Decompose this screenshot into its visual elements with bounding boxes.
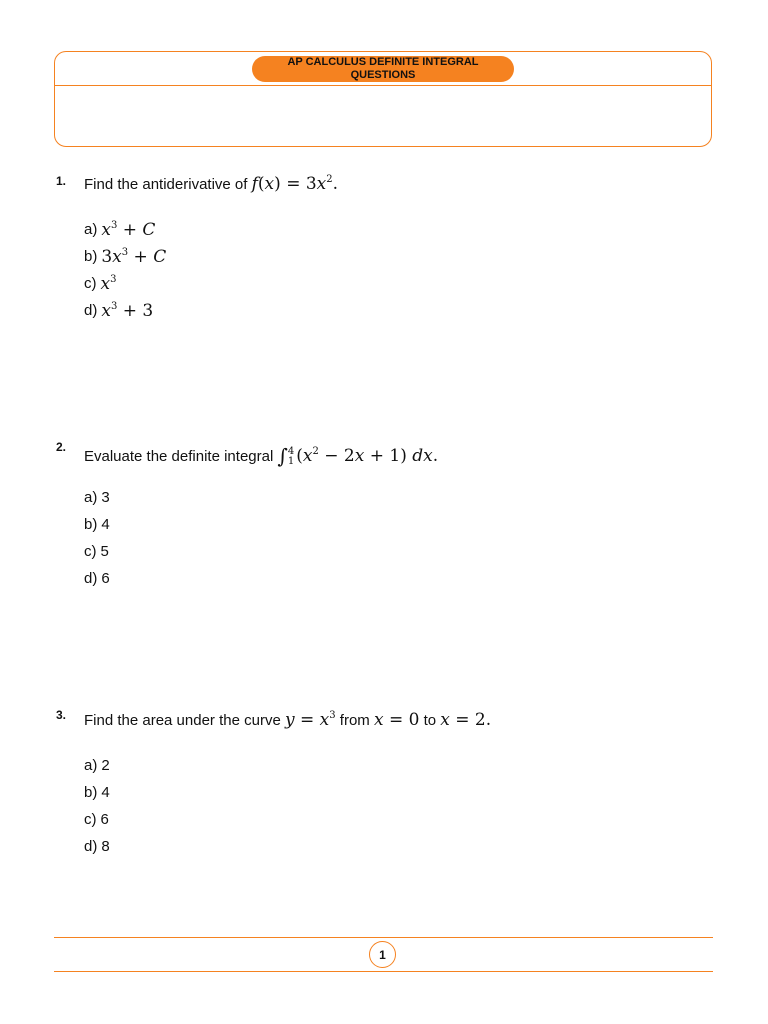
question-text-from: from: [339, 712, 370, 729]
option-math: $x^3 + C$: [101, 219, 156, 240]
question-number: 2.: [56, 440, 67, 454]
footer-divider-top: [54, 937, 713, 938]
option-value: 5: [100, 543, 109, 560]
question-text-prefix: Find the antiderivative of: [84, 176, 248, 193]
question-text-prefix: Evaluate the definite integral: [84, 448, 274, 465]
option-label: c): [84, 811, 97, 828]
option-a[interactable]: [84, 216, 166, 243]
question-text: [84, 710, 491, 730]
option-math: $x^3$: [100, 273, 117, 294]
option-value: 6: [101, 570, 110, 587]
option-value: 2: [101, 757, 110, 774]
question-text: [84, 174, 338, 194]
option-value: 3: [101, 489, 110, 506]
option-c[interactable]: [84, 538, 110, 565]
math-expression: $y = x^3$: [284, 710, 336, 730]
math-expression: x = 2.: [440, 710, 492, 730]
math-expression: x = 0: [373, 710, 420, 730]
question-number: 1.: [56, 174, 67, 188]
page-title: [252, 56, 514, 82]
option-c[interactable]: [84, 270, 166, 297]
option-value: 4: [101, 784, 110, 801]
math-expression: ∫ 4 1 $(x^2 - 2x + 1)$ dx.: [277, 444, 439, 468]
option-label: d): [84, 302, 98, 319]
option-label: b): [84, 516, 98, 533]
option-label: a): [84, 489, 98, 506]
option-label: d): [84, 838, 98, 855]
option-b[interactable]: [84, 243, 166, 270]
options-list: [84, 752, 110, 860]
option-b[interactable]: [84, 779, 110, 806]
header-divider: [55, 85, 711, 86]
question-text-prefix: Find the area under the curve: [84, 712, 281, 729]
question-number: 3.: [56, 708, 67, 722]
footer-divider-bottom: [54, 971, 713, 972]
option-label: c): [84, 543, 97, 560]
option-d[interactable]: [84, 565, 110, 592]
option-label: d): [84, 570, 98, 587]
option-a[interactable]: [84, 752, 110, 779]
option-d[interactable]: [84, 297, 166, 324]
page-number: 1: [369, 941, 396, 968]
option-value: 8: [101, 838, 110, 855]
page-title-line1: AP CALCULUS DEFINITE INTEGRAL: [287, 56, 479, 68]
option-label: b): [84, 784, 98, 801]
option-b[interactable]: [84, 511, 110, 538]
math-expression: $f(x) = 3x^2$.: [251, 174, 339, 194]
option-d[interactable]: [84, 833, 110, 860]
option-label: a): [84, 757, 98, 774]
option-math: $x^3 + 3$: [101, 300, 154, 321]
option-label: c): [84, 275, 97, 292]
question-text: [84, 442, 438, 467]
options-list: [84, 216, 166, 324]
option-label: a): [84, 221, 98, 238]
question-text-to: to: [423, 712, 437, 729]
options-list: [84, 484, 110, 592]
option-math: $3x^3 + C$: [101, 246, 167, 267]
option-label: b): [84, 248, 98, 265]
option-value: 6: [100, 811, 109, 828]
option-value: 4: [101, 516, 110, 533]
option-a[interactable]: [84, 484, 110, 511]
page-title-line2: QUESTIONS: [350, 69, 416, 81]
option-c[interactable]: [84, 806, 110, 833]
